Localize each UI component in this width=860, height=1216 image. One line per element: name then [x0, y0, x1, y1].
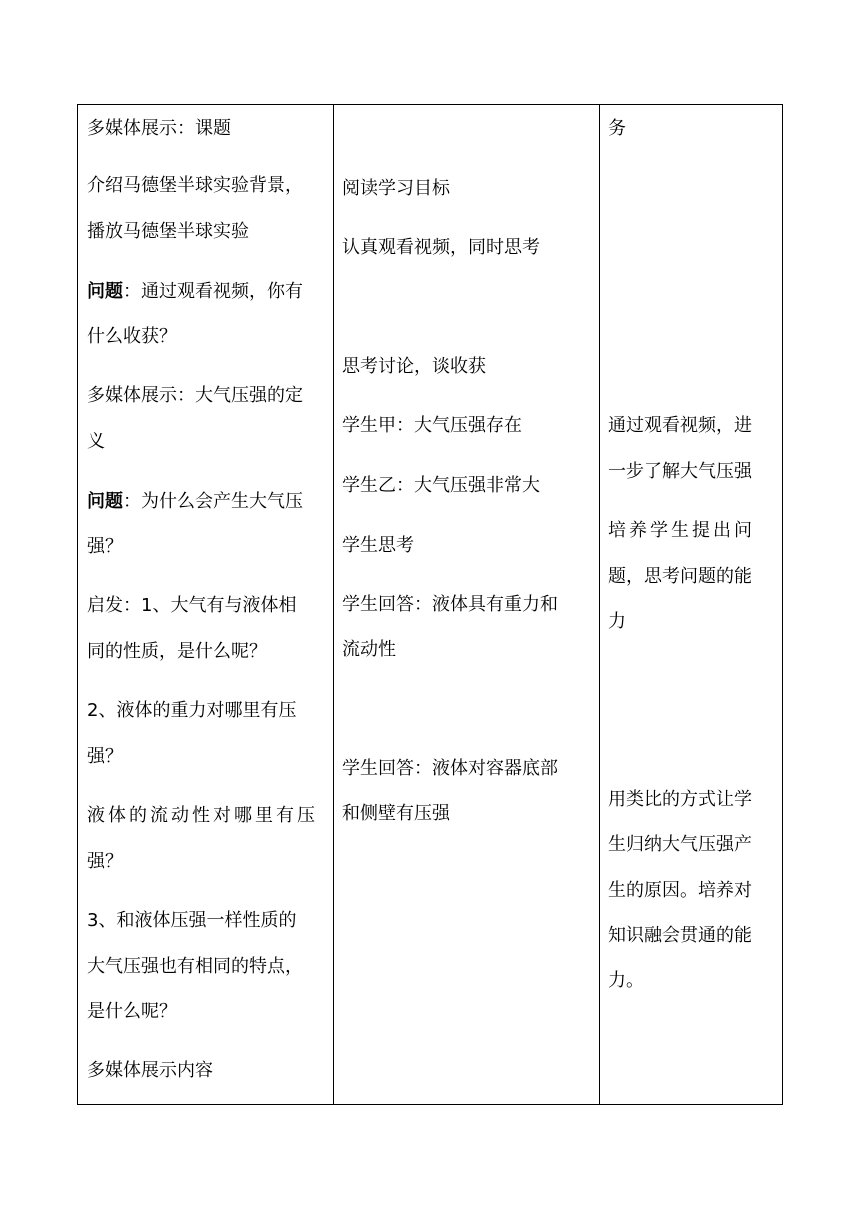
question-text: ：为什么会产生大气压 — [123, 491, 303, 512]
teacher-activity-line: 什么收获？ — [87, 326, 177, 347]
question-label: 问题 — [87, 491, 123, 512]
design-intent-line: 力。 — [608, 970, 644, 991]
student-activity-line: 思考讨论，谈收获 — [342, 356, 486, 377]
teacher-activity-line: 大气压强也有相同的特点， — [87, 956, 303, 977]
teacher-activity-line: 是什么呢？ — [87, 1001, 177, 1022]
question-line — [87, 280, 303, 304]
teacher-activity-line: 强？ — [87, 851, 123, 872]
column-divider — [333, 105, 334, 1104]
student-activity-line: 学生思考 — [342, 535, 414, 556]
design-intent-line: 一步了解大气压强 — [608, 461, 752, 482]
design-intent-line: 培养学生提出问 — [608, 520, 755, 541]
teacher-activity-line: 同的性质，是什么呢？ — [87, 641, 267, 662]
teacher-activity-line: 强？ — [87, 536, 123, 557]
design-intent-line: 生归纳大气压强产 — [608, 834, 752, 855]
teacher-activity-line: 介绍马德堡半球实验背景， — [87, 175, 303, 196]
design-intent-line: 力 — [608, 611, 626, 632]
design-intent-line: 知识融会贯通的能 — [608, 925, 752, 946]
question-label: 问题 — [87, 281, 123, 302]
question-line — [87, 490, 303, 514]
teacher-activity-line: 2、液体的重力对哪里有压 — [87, 700, 297, 721]
student-activity-line: 和侧壁有压强 — [342, 803, 450, 824]
teacher-activity-line: 义 — [87, 431, 105, 452]
student-activity-line: 学生回答：液体对容器底部 — [342, 758, 558, 779]
teacher-activity-line: 强？ — [87, 746, 123, 767]
design-intent-line: 用类比的方式让学 — [608, 789, 752, 810]
student-activity-line: 阅读学习目标 — [342, 178, 450, 199]
question-text: ：通过观看视频，你有 — [123, 281, 303, 302]
teacher-activity-line: 液体的流动性对哪里有压 — [87, 805, 318, 826]
student-activity-line: 学生甲：大气压强存在 — [342, 415, 522, 436]
teacher-activity-line: 多媒体展示内容 — [87, 1060, 213, 1081]
design-intent-line: 生的原因。培养对 — [608, 880, 752, 901]
teacher-activity-line: 3、和液体压强一样性质的 — [87, 910, 297, 931]
student-activity-line: 学生回答：液体具有重力和 — [342, 594, 558, 615]
teacher-activity-line: 播放马德堡半球实验 — [87, 221, 249, 242]
teacher-activity-line: 多媒体展示：课题 — [87, 118, 231, 139]
teacher-activity-line: 启发：1、大气有与液体相 — [87, 595, 297, 616]
student-activity-line: 流动性 — [342, 639, 396, 660]
teacher-activity-line: 多媒体展示：大气压强的定 — [87, 385, 303, 406]
student-activity-line: 学生乙：大气压强非常大 — [342, 475, 540, 496]
design-intent-line: 通过观看视频，进 — [608, 415, 752, 436]
design-intent-line: 题，思考问题的能 — [608, 566, 752, 587]
design-intent-line: 务 — [608, 118, 626, 139]
student-activity-line: 认真观看视频，同时思考 — [342, 237, 540, 258]
column-divider — [599, 105, 600, 1104]
